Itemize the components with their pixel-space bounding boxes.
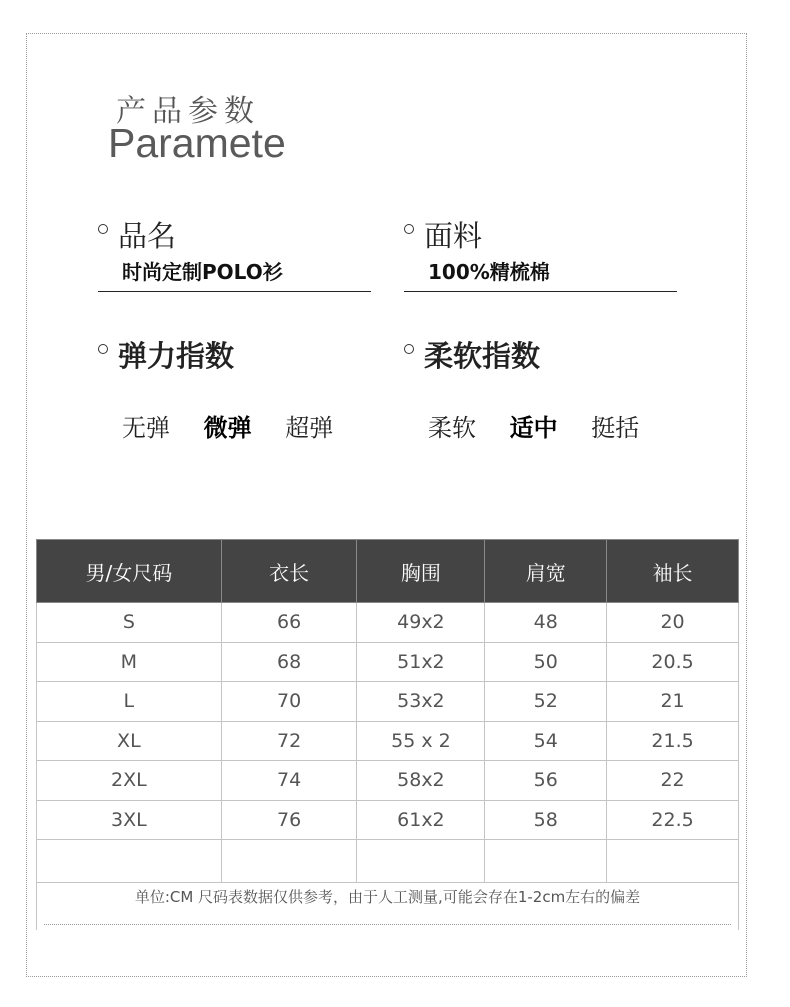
table-cell: 21 xyxy=(607,682,739,722)
underline xyxy=(404,291,677,292)
column-header: 胸围 xyxy=(357,540,485,603)
table-cell: XL xyxy=(37,721,222,761)
param-softness-label: 柔软指数 xyxy=(424,339,541,373)
size-table xyxy=(36,539,739,883)
table-cell: 21.5 xyxy=(607,721,739,761)
softness-option: 挺括 xyxy=(591,414,640,442)
table-cell: 74 xyxy=(221,761,357,801)
elasticity-options xyxy=(122,408,359,443)
table-cell: 50 xyxy=(485,642,607,682)
column-header: 肩宽 xyxy=(485,540,607,603)
softness-option-selected: 适中 xyxy=(509,414,558,442)
underline xyxy=(98,291,371,292)
table-cell: 22 xyxy=(607,761,739,801)
table-cell: 70 xyxy=(221,682,357,722)
circle-bullet-icon xyxy=(404,344,414,354)
table-cell: 20 xyxy=(607,603,739,643)
param-fabric-value: 100%精梳棉 xyxy=(428,260,550,284)
section-title-cn: 产品参数 xyxy=(116,94,260,129)
table-cell: 68 xyxy=(221,642,357,682)
table-cell: 54 xyxy=(485,721,607,761)
softness-options xyxy=(428,408,665,443)
table-cell: 22.5 xyxy=(607,800,739,840)
table-cell: 55 x 2 xyxy=(357,721,485,761)
circle-bullet-icon xyxy=(404,224,414,234)
table-cell: 3XL xyxy=(37,800,222,840)
table-cell: 58x2 xyxy=(357,761,485,801)
param-elasticity-label: 弹力指数 xyxy=(118,339,235,373)
elasticity-option: 无弹 xyxy=(122,414,170,442)
table-cell: 72 xyxy=(221,721,357,761)
table-row xyxy=(37,682,739,722)
table-cell: 58 xyxy=(485,800,607,840)
table-cell: M xyxy=(37,642,222,682)
table-cell: 52 xyxy=(485,682,607,722)
param-fabric-label: 面料 xyxy=(424,219,483,253)
column-header: 男/女尺码 xyxy=(37,540,222,603)
table-cell: 2XL xyxy=(37,761,222,801)
table-row xyxy=(37,642,739,682)
column-header: 袖长 xyxy=(607,540,739,603)
param-name-label: 品名 xyxy=(118,219,177,253)
param-name-value: 时尚定制POLO衫 xyxy=(122,260,283,284)
table-row xyxy=(37,761,739,801)
elasticity-option: 超弹 xyxy=(285,414,334,442)
table-cell: 61x2 xyxy=(357,800,485,840)
section-title-en: Paramete xyxy=(108,120,286,166)
table-cell: 49x2 xyxy=(357,603,485,643)
softness-option: 柔软 xyxy=(428,414,476,442)
table-cell: 48 xyxy=(485,603,607,643)
size-note: 单位:CM 尺码表数据仅供参考，由于人工测量,可能会存在1-2cm左右的偏差 xyxy=(36,868,739,930)
table-cell: 66 xyxy=(221,603,357,643)
table-row xyxy=(37,721,739,761)
column-header: 衣长 xyxy=(221,540,357,603)
circle-bullet-icon xyxy=(98,224,108,234)
dotted-divider xyxy=(44,924,731,925)
table-header-row xyxy=(37,540,739,603)
table-cell: 51x2 xyxy=(357,642,485,682)
elasticity-option-selected: 微弹 xyxy=(203,414,252,442)
circle-bullet-icon xyxy=(98,344,108,354)
table-cell: S xyxy=(37,603,222,643)
table-cell: L xyxy=(37,682,222,722)
table-row xyxy=(37,800,739,840)
table-cell: 76 xyxy=(221,800,357,840)
table-cell: 20.5 xyxy=(607,642,739,682)
table-cell: 56 xyxy=(485,761,607,801)
table-cell: 53x2 xyxy=(357,682,485,722)
table-row xyxy=(37,603,739,643)
